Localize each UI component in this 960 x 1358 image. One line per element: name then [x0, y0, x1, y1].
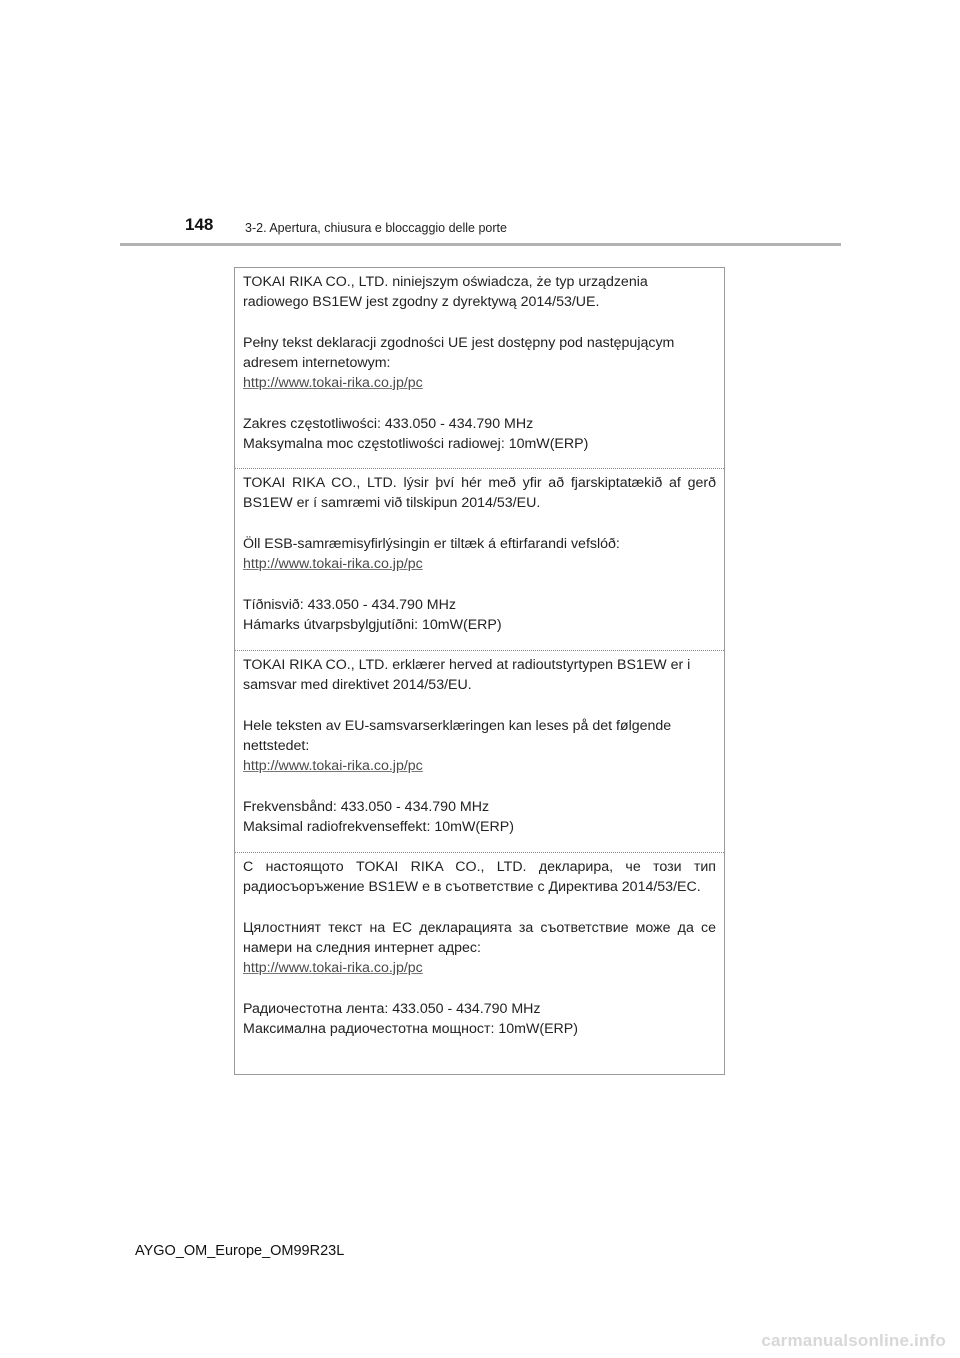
declaration-full-text-notice: Цялостният текст на ЕС декларацията за съответствие може да се намери на следния интернет адрес:	[243, 920, 716, 956]
declaration-power: Hámarks útvarpsbylgjutíðni: 10mW(ERP)	[243, 617, 502, 633]
declaration-link[interactable]: http://www.tokai-rika.co.jp/pc	[243, 758, 423, 774]
declaration-link[interactable]: http://www.tokai-rika.co.jp/pc	[243, 556, 423, 572]
declaration-bulgarian	[235, 853, 724, 1076]
declaration-statement: TOKAI RIKA CO., LTD. erklærer herved at radioutstyrtypen BS1EW er i samsvar med direktivet 2014/53/EU.	[243, 657, 691, 693]
declaration-norwegian	[235, 651, 724, 853]
declaration-full-text-notice: Pełny tekst deklaracji zgodności UE jest dostępny pod następującym adresem internetowym:	[243, 335, 675, 371]
declaration-power: Максимална радиочестотна мощност: 10mW(ERP)	[243, 1021, 578, 1037]
declaration-statement: TOKAI RIKA CO., LTD. niniejszym oświadcza, że typ urządzenia radiowego BS1EW jest zgodny z dyrektywą 2014/53/UE.	[243, 274, 648, 310]
declaration-icelandic	[235, 469, 724, 651]
header-divider	[120, 243, 841, 246]
declaration-full-text-notice: Öll ESB-samræmisyfirlýsingin er tiltæk á eftirfarandi vefslóð:	[243, 536, 620, 552]
declaration-link[interactable]: http://www.tokai-rika.co.jp/pc	[243, 375, 423, 391]
declaration-statement: С настоящото TOKAI RIKA CO., LTD. декларира, че този тип радиосъоръжение BS1EW е в съответствие с Директива 2014/53/ЕС.	[243, 859, 716, 895]
declaration-frequency: Радиочестотна лента: 433.050 - 434.790 MHz	[243, 1001, 541, 1017]
declaration-frequency: Zakres częstotliwości: 433.050 - 434.790 MHz	[243, 416, 534, 432]
declaration-frequency: Tíðnisvið: 433.050 - 434.790 MHz	[243, 597, 456, 613]
declaration-polish	[235, 268, 724, 469]
page-number: 148	[185, 215, 214, 234]
document-code: AYGO_OM_Europe_OM99R23L	[135, 1243, 345, 1259]
section-title: 3-2. Apertura, chiusura e bloccaggio delle porte	[245, 221, 507, 235]
declaration-box	[234, 267, 725, 1075]
declaration-power: Maksymalna moc częstotliwości radiowej: 10mW(ERP)	[243, 436, 589, 452]
declaration-power: Maksimal radiofrekvenseffekt: 10mW(ERP)	[243, 819, 514, 835]
declaration-link[interactable]: http://www.tokai-rika.co.jp/pc	[243, 960, 423, 976]
watermark: carmanualsonline.info	[761, 1331, 946, 1350]
declaration-frequency: Frekvensbånd: 433.050 - 434.790 MHz	[243, 799, 490, 815]
declaration-full-text-notice: Hele teksten av EU-samsvarserklæringen kan leses på det følgende nettstedet:	[243, 718, 672, 754]
declaration-statement: TOKAI RIKA CO., LTD. lýsir því hér með yfir að fjarskiptatækið af gerð BS1EW er í samræmi við tilskipun 2014/53/EU.	[243, 475, 716, 511]
